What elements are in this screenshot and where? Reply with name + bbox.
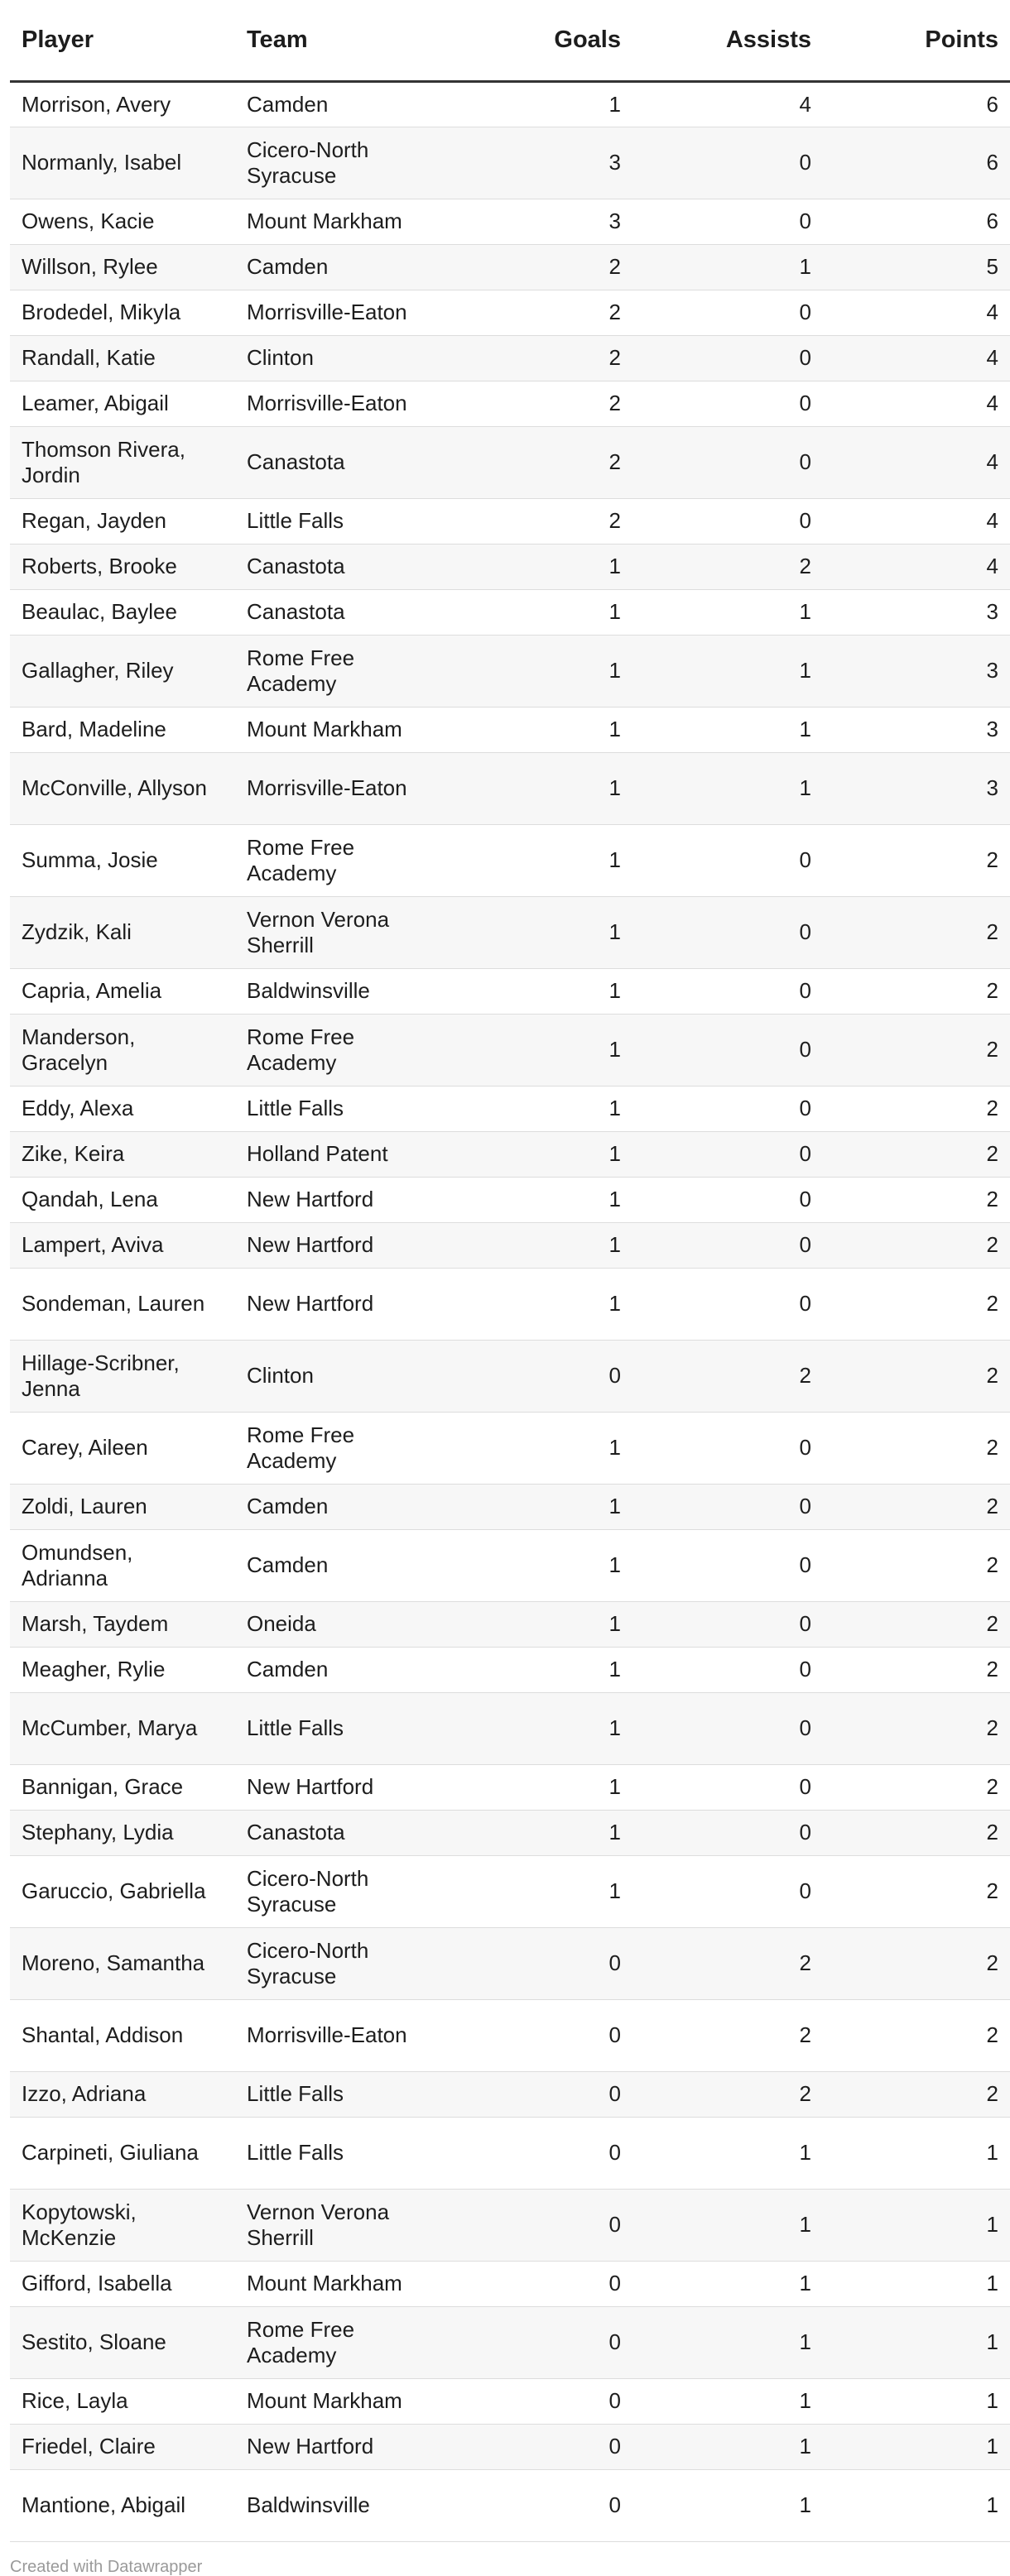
- table-row: [10, 2469, 1010, 2541]
- cell-player: Regan, Jayden: [10, 498, 235, 544]
- cell-player: Normanly, Isabel: [10, 127, 235, 199]
- cell-goals: 1: [442, 1855, 632, 1927]
- cell-player: Izzo, Adriana: [10, 2071, 235, 2117]
- cell-goals: 0: [442, 1927, 632, 1999]
- cell-team: Mount Markham: [235, 707, 442, 752]
- cell-goals: 0: [442, 1999, 632, 2071]
- cell-player: Bard, Madeline: [10, 707, 235, 752]
- cell-player: Owens, Kacie: [10, 199, 235, 244]
- cell-goals: 1: [442, 635, 632, 707]
- cell-team: Little Falls: [235, 2117, 442, 2189]
- cell-assists: 0: [632, 1268, 823, 1340]
- cell-points: 1: [823, 2306, 1010, 2378]
- cell-team: New Hartford: [235, 1222, 442, 1268]
- cell-points: 2: [823, 1692, 1010, 1764]
- cell-assists: 0: [632, 199, 823, 244]
- cell-player: Manderson, Gracelyn: [10, 1014, 235, 1086]
- cell-team: New Hartford: [235, 2424, 442, 2469]
- cell-goals: 1: [442, 824, 632, 896]
- table-row: [10, 2117, 1010, 2189]
- cell-points: 2: [823, 968, 1010, 1014]
- cell-points: 1: [823, 2117, 1010, 2189]
- player-stats-table: [10, 0, 1010, 2542]
- table-row: [10, 968, 1010, 1014]
- table-row: [10, 1177, 1010, 1222]
- cell-points: 5: [823, 244, 1010, 290]
- cell-assists: 1: [632, 2117, 823, 2189]
- table-row: [10, 1601, 1010, 1647]
- cell-points: 2: [823, 1601, 1010, 1647]
- cell-assists: 0: [632, 1647, 823, 1692]
- cell-assists: 2: [632, 1999, 823, 2071]
- cell-assists: 0: [632, 1764, 823, 1810]
- table-row: [10, 1131, 1010, 1177]
- cell-team: Holland Patent: [235, 1131, 442, 1177]
- cell-team: Little Falls: [235, 498, 442, 544]
- cell-player: Morrison, Avery: [10, 81, 235, 127]
- cell-team: Baldwinsville: [235, 2469, 442, 2541]
- cell-goals: 2: [442, 335, 632, 381]
- cell-goals: 1: [442, 81, 632, 127]
- column-header-assists[interactable]: Assists: [632, 0, 823, 81]
- cell-assists: 1: [632, 589, 823, 635]
- cell-team: Rome Free Academy: [235, 2306, 442, 2378]
- cell-assists: 0: [632, 1131, 823, 1177]
- table-row: [10, 1927, 1010, 1999]
- cell-points: 2: [823, 1086, 1010, 1131]
- cell-player: Capria, Amelia: [10, 968, 235, 1014]
- cell-points: 2: [823, 1764, 1010, 1810]
- table-row: [10, 127, 1010, 199]
- cell-points: 4: [823, 498, 1010, 544]
- table-row: [10, 1268, 1010, 1340]
- cell-points: 1: [823, 2469, 1010, 2541]
- cell-player: Zydzik, Kali: [10, 896, 235, 968]
- cell-team: Clinton: [235, 335, 442, 381]
- cell-goals: 3: [442, 199, 632, 244]
- cell-player: Carey, Aileen: [10, 1412, 235, 1484]
- cell-player: Moreno, Samantha: [10, 1927, 235, 1999]
- cell-points: 6: [823, 127, 1010, 199]
- cell-team: Morrisville-Eaton: [235, 1999, 442, 2071]
- cell-team: Baldwinsville: [235, 968, 442, 1014]
- cell-assists: 1: [632, 707, 823, 752]
- cell-goals: 0: [442, 2261, 632, 2306]
- cell-assists: 0: [632, 381, 823, 426]
- cell-points: 2: [823, 1014, 1010, 1086]
- cell-player: Roberts, Brooke: [10, 544, 235, 589]
- cell-team: Canastota: [235, 426, 442, 498]
- cell-player: Gallagher, Riley: [10, 635, 235, 707]
- cell-goals: 0: [442, 1340, 632, 1412]
- cell-player: Friedel, Claire: [10, 2424, 235, 2469]
- cell-points: 4: [823, 290, 1010, 335]
- datawrapper-credit: Created with Datawrapper: [10, 2558, 203, 2576]
- cell-assists: 0: [632, 1692, 823, 1764]
- cell-goals: 1: [442, 1177, 632, 1222]
- cell-assists: 2: [632, 2071, 823, 2117]
- table-row: [10, 1222, 1010, 1268]
- cell-points: 2: [823, 1999, 1010, 2071]
- cell-team: Rome Free Academy: [235, 635, 442, 707]
- cell-team: Rome Free Academy: [235, 1412, 442, 1484]
- table-row: [10, 635, 1010, 707]
- table-row: [10, 1692, 1010, 1764]
- cell-points: 2: [823, 1412, 1010, 1484]
- table-row: [10, 244, 1010, 290]
- cell-team: Rome Free Academy: [235, 1014, 442, 1086]
- cell-team: New Hartford: [235, 1764, 442, 1810]
- cell-assists: 0: [632, 1601, 823, 1647]
- cell-assists: 0: [632, 968, 823, 1014]
- cell-assists: 0: [632, 335, 823, 381]
- cell-goals: 1: [442, 752, 632, 824]
- cell-goals: 1: [442, 1647, 632, 1692]
- cell-assists: 0: [632, 1810, 823, 1855]
- cell-goals: 1: [442, 1268, 632, 1340]
- cell-team: Canastota: [235, 1810, 442, 1855]
- cell-team: Camden: [235, 1484, 442, 1529]
- cell-points: 1: [823, 2261, 1010, 2306]
- cell-goals: 1: [442, 1810, 632, 1855]
- cell-points: 2: [823, 1529, 1010, 1601]
- table-row: [10, 1484, 1010, 1529]
- table-row: [10, 2189, 1010, 2261]
- cell-player: Zike, Keira: [10, 1131, 235, 1177]
- cell-player: Thomson Rivera, Jordin: [10, 426, 235, 498]
- cell-team: Vernon Verona Sherrill: [235, 2189, 442, 2261]
- cell-assists: 1: [632, 752, 823, 824]
- table-row: [10, 2071, 1010, 2117]
- cell-team: Mount Markham: [235, 2261, 442, 2306]
- cell-assists: 2: [632, 1340, 823, 1412]
- cell-goals: 1: [442, 968, 632, 1014]
- cell-assists: 1: [632, 2424, 823, 2469]
- cell-team: Camden: [235, 1529, 442, 1601]
- cell-team: Vernon Verona Sherrill: [235, 896, 442, 968]
- cell-points: 6: [823, 81, 1010, 127]
- table-row: [10, 824, 1010, 896]
- cell-goals: 1: [442, 589, 632, 635]
- cell-player: Garuccio, Gabriella: [10, 1855, 235, 1927]
- cell-assists: 0: [632, 1529, 823, 1601]
- cell-points: 4: [823, 426, 1010, 498]
- cell-assists: 0: [632, 896, 823, 968]
- table-row: [10, 752, 1010, 824]
- table-row: [10, 81, 1010, 127]
- cell-team: Morrisville-Eaton: [235, 381, 442, 426]
- table-row: [10, 335, 1010, 381]
- cell-assists: 1: [632, 244, 823, 290]
- cell-points: 2: [823, 1647, 1010, 1692]
- table-row: [10, 589, 1010, 635]
- table-body: [10, 81, 1010, 2541]
- cell-team: Camden: [235, 81, 442, 127]
- cell-goals: 0: [442, 2424, 632, 2469]
- cell-player: Willson, Rylee: [10, 244, 235, 290]
- cell-points: 2: [823, 1927, 1010, 1999]
- table-row: [10, 1014, 1010, 1086]
- cell-player: Gifford, Isabella: [10, 2261, 235, 2306]
- table-row: [10, 1529, 1010, 1601]
- cell-goals: 1: [442, 1764, 632, 1810]
- table-row: [10, 426, 1010, 498]
- cell-team: Camden: [235, 244, 442, 290]
- table-row: [10, 1412, 1010, 1484]
- cell-assists: 1: [632, 2378, 823, 2424]
- table-row: [10, 2306, 1010, 2378]
- cell-goals: 1: [442, 1692, 632, 1764]
- cell-goals: 1: [442, 1131, 632, 1177]
- table-row: [10, 1086, 1010, 1131]
- cell-goals: 0: [442, 2189, 632, 2261]
- cell-player: Marsh, Taydem: [10, 1601, 235, 1647]
- cell-goals: 1: [442, 1222, 632, 1268]
- cell-goals: 0: [442, 2071, 632, 2117]
- cell-team: Little Falls: [235, 1086, 442, 1131]
- cell-assists: 1: [632, 2261, 823, 2306]
- cell-points: 2: [823, 1484, 1010, 1529]
- table-row: [10, 2424, 1010, 2469]
- cell-goals: 2: [442, 290, 632, 335]
- cell-player: Hillage-Scribner, Jenna: [10, 1340, 235, 1412]
- cell-assists: 1: [632, 2306, 823, 2378]
- cell-player: McConville, Allyson: [10, 752, 235, 824]
- cell-goals: 0: [442, 2378, 632, 2424]
- cell-goals: 1: [442, 1601, 632, 1647]
- cell-team: Morrisville-Eaton: [235, 752, 442, 824]
- cell-player: Shantal, Addison: [10, 1999, 235, 2071]
- header-row: [10, 0, 1010, 81]
- table-row: [10, 498, 1010, 544]
- cell-points: 1: [823, 2378, 1010, 2424]
- cell-team: Oneida: [235, 1601, 442, 1647]
- table-row: [10, 1999, 1010, 2071]
- table-row: [10, 544, 1010, 589]
- cell-points: 6: [823, 199, 1010, 244]
- table-row: [10, 2261, 1010, 2306]
- cell-goals: 2: [442, 426, 632, 498]
- cell-points: 2: [823, 1131, 1010, 1177]
- table-container: [10, 0, 1010, 2542]
- column-header-goals[interactable]: Goals: [442, 0, 632, 81]
- cell-goals: 0: [442, 2469, 632, 2541]
- cell-goals: 2: [442, 381, 632, 426]
- cell-team: Rome Free Academy: [235, 824, 442, 896]
- cell-player: Randall, Katie: [10, 335, 235, 381]
- cell-goals: 2: [442, 244, 632, 290]
- cell-points: 2: [823, 824, 1010, 896]
- cell-assists: 0: [632, 1484, 823, 1529]
- cell-player: Meagher, Rylie: [10, 1647, 235, 1692]
- cell-points: 4: [823, 381, 1010, 426]
- cell-goals: 2: [442, 498, 632, 544]
- cell-team: New Hartford: [235, 1177, 442, 1222]
- cell-assists: 0: [632, 1086, 823, 1131]
- cell-goals: 1: [442, 707, 632, 752]
- cell-player: Qandah, Lena: [10, 1177, 235, 1222]
- cell-points: 3: [823, 635, 1010, 707]
- cell-team: Canastota: [235, 544, 442, 589]
- cell-points: 3: [823, 707, 1010, 752]
- cell-team: Camden: [235, 1647, 442, 1692]
- cell-goals: 3: [442, 127, 632, 199]
- table-row: [10, 707, 1010, 752]
- cell-assists: 1: [632, 2469, 823, 2541]
- cell-team: Mount Markham: [235, 199, 442, 244]
- cell-team: Clinton: [235, 1340, 442, 1412]
- cell-team: Cicero-North Syracuse: [235, 1855, 442, 1927]
- table-row: [10, 896, 1010, 968]
- table-row: [10, 290, 1010, 335]
- cell-player: Leamer, Abigail: [10, 381, 235, 426]
- cell-goals: 1: [442, 544, 632, 589]
- cell-points: 3: [823, 589, 1010, 635]
- cell-player: Mantione, Abigail: [10, 2469, 235, 2541]
- table-row: [10, 1810, 1010, 1855]
- cell-assists: 2: [632, 544, 823, 589]
- cell-assists: 0: [632, 498, 823, 544]
- table-row: [10, 1340, 1010, 1412]
- cell-goals: 0: [442, 2117, 632, 2189]
- cell-goals: 1: [442, 1529, 632, 1601]
- cell-goals: 1: [442, 1412, 632, 1484]
- cell-assists: 1: [632, 635, 823, 707]
- cell-assists: 0: [632, 1177, 823, 1222]
- cell-points: 2: [823, 1340, 1010, 1412]
- cell-player: Sestito, Sloane: [10, 2306, 235, 2378]
- cell-assists: 0: [632, 127, 823, 199]
- cell-points: 2: [823, 896, 1010, 968]
- cell-points: 2: [823, 1810, 1010, 1855]
- cell-assists: 0: [632, 1222, 823, 1268]
- cell-points: 1: [823, 2189, 1010, 2261]
- cell-assists: 0: [632, 1014, 823, 1086]
- cell-team: Cicero-North Syracuse: [235, 1927, 442, 1999]
- cell-points: 3: [823, 752, 1010, 824]
- cell-player: Bannigan, Grace: [10, 1764, 235, 1810]
- cell-assists: 4: [632, 81, 823, 127]
- table-header: [10, 0, 1010, 81]
- cell-team: Little Falls: [235, 2071, 442, 2117]
- cell-points: 4: [823, 544, 1010, 589]
- column-header-points[interactable]: Points: [823, 0, 1010, 81]
- cell-team: Cicero-North Syracuse: [235, 127, 442, 199]
- cell-goals: 1: [442, 1484, 632, 1529]
- cell-player: Lampert, Aviva: [10, 1222, 235, 1268]
- cell-player: Rice, Layla: [10, 2378, 235, 2424]
- cell-assists: 0: [632, 1412, 823, 1484]
- cell-player: Brodedel, Mikyla: [10, 290, 235, 335]
- cell-player: Zoldi, Lauren: [10, 1484, 235, 1529]
- cell-player: Sondeman, Lauren: [10, 1268, 235, 1340]
- cell-assists: 0: [632, 290, 823, 335]
- cell-player: Omundsen, Adrianna: [10, 1529, 235, 1601]
- cell-assists: 1: [632, 2189, 823, 2261]
- cell-assists: 2: [632, 1927, 823, 1999]
- cell-player: Stephany, Lydia: [10, 1810, 235, 1855]
- cell-player: Carpineti, Giuliana: [10, 2117, 235, 2189]
- cell-assists: 0: [632, 824, 823, 896]
- cell-team: Mount Markham: [235, 2378, 442, 2424]
- cell-player: Eddy, Alexa: [10, 1086, 235, 1131]
- cell-points: 4: [823, 335, 1010, 381]
- cell-team: Morrisville-Eaton: [235, 290, 442, 335]
- cell-points: 1: [823, 2424, 1010, 2469]
- cell-points: 2: [823, 1177, 1010, 1222]
- cell-team: Canastota: [235, 589, 442, 635]
- cell-team: New Hartford: [235, 1268, 442, 1340]
- table-row: [10, 199, 1010, 244]
- table-row: [10, 1855, 1010, 1927]
- cell-goals: 1: [442, 1014, 632, 1086]
- cell-goals: 1: [442, 1086, 632, 1131]
- table-row: [10, 2378, 1010, 2424]
- column-header-team[interactable]: Team: [235, 0, 442, 81]
- cell-points: 2: [823, 1268, 1010, 1340]
- cell-player: Kopytowski, McKenzie: [10, 2189, 235, 2261]
- table-row: [10, 1647, 1010, 1692]
- cell-points: 2: [823, 1855, 1010, 1927]
- cell-team: Little Falls: [235, 1692, 442, 1764]
- table-row: [10, 381, 1010, 426]
- cell-player: Summa, Josie: [10, 824, 235, 896]
- cell-player: Beaulac, Baylee: [10, 589, 235, 635]
- cell-points: 2: [823, 2071, 1010, 2117]
- cell-goals: 1: [442, 896, 632, 968]
- column-header-player[interactable]: Player: [10, 0, 235, 81]
- table-row: [10, 1764, 1010, 1810]
- cell-player: McCumber, Marya: [10, 1692, 235, 1764]
- cell-assists: 0: [632, 1855, 823, 1927]
- cell-points: 2: [823, 1222, 1010, 1268]
- cell-goals: 0: [442, 2306, 632, 2378]
- cell-assists: 0: [632, 426, 823, 498]
